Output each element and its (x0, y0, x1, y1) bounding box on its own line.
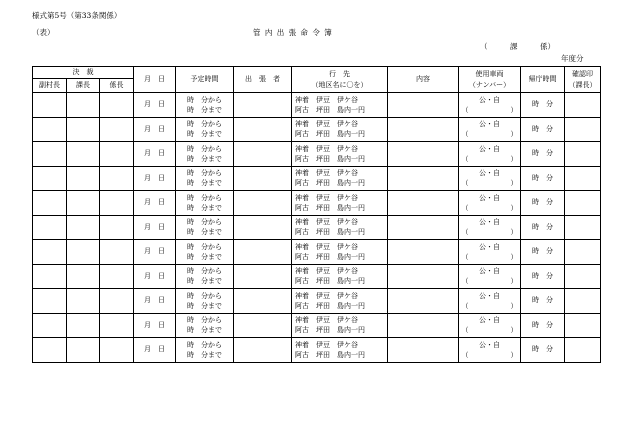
subsection-chief-seal-cell[interactable] (100, 215, 134, 240)
section-chief-seal-cell[interactable] (67, 166, 100, 191)
seal-header-line2: （課長） (568, 80, 597, 89)
table-row (33, 117, 601, 142)
traveler-cell[interactable] (234, 338, 292, 363)
time-from: 時 分から (187, 267, 223, 276)
vehicle-type: 公・自 (479, 95, 501, 104)
destination-line2: 阿古 坪田 島内一円 (295, 228, 366, 237)
date-cell[interactable]: 月 日 (134, 338, 176, 363)
deputy-mayor-seal-cell[interactable] (33, 117, 67, 142)
section-chief-seal-cell[interactable] (67, 117, 100, 142)
confirmation-seal-header (565, 67, 601, 93)
traveler-cell[interactable] (234, 117, 292, 142)
subsection-chief-seal-cell[interactable] (100, 117, 134, 142)
date-cell[interactable]: 月 日 (134, 215, 176, 240)
subsection-chief-seal-cell[interactable] (100, 289, 134, 314)
time-to: 時 分まで (187, 203, 223, 212)
section-chief-seal-cell[interactable] (67, 313, 100, 338)
vehicle-cell[interactable] (459, 117, 521, 142)
side-label: （表） (32, 28, 55, 37)
destination-line1: 神着 伊豆 伊ケ谷 (295, 144, 359, 153)
vehicle-cell[interactable] (459, 215, 521, 240)
destination-cell[interactable] (292, 142, 388, 167)
content-cell[interactable] (388, 240, 459, 265)
destination-line1: 神着 伊豆 伊ケ谷 (295, 340, 359, 349)
confirmation-seal-cell[interactable] (565, 117, 601, 142)
traveler-cell[interactable] (234, 313, 292, 338)
destination-line2: 阿古 坪田 島内一円 (295, 326, 366, 335)
return-time-cell[interactable]: 時 分 (521, 191, 565, 216)
date-cell[interactable]: 月 日 (134, 313, 176, 338)
vehicle-cell[interactable] (459, 191, 521, 216)
date-cell[interactable]: 月 日 (134, 264, 176, 289)
time-to: 時 分まで (187, 228, 223, 237)
page-title: 管 内 出 張 命 令 簿 (253, 28, 333, 37)
content-cell[interactable] (388, 338, 459, 363)
subsection-chief-seal-cell[interactable] (100, 191, 134, 216)
confirmation-seal-cell[interactable] (565, 215, 601, 240)
time-from: 時 分から (187, 120, 223, 129)
vehicle-header-line2: （ナンバー） (468, 80, 511, 89)
table-row (33, 215, 601, 240)
content-cell[interactable] (388, 166, 459, 191)
vehicle-number: （ ） (461, 350, 518, 359)
section-chief-seal-cell[interactable] (67, 142, 100, 167)
section-chief-seal-cell[interactable] (67, 338, 100, 363)
confirmation-seal-cell[interactable] (565, 93, 601, 118)
content-cell[interactable] (388, 191, 459, 216)
destination-cell[interactable] (292, 240, 388, 265)
time-to: 時 分まで (187, 252, 223, 261)
content-cell[interactable] (388, 289, 459, 314)
deputy-mayor-seal-cell[interactable] (33, 313, 67, 338)
return-time-cell[interactable]: 時 分 (521, 142, 565, 167)
time-from: 時 分から (187, 193, 223, 202)
deputy-mayor-seal-cell[interactable] (33, 338, 67, 363)
return-time-cell[interactable]: 時 分 (521, 338, 565, 363)
time-to: 時 分まで (187, 277, 223, 286)
deputy-mayor-seal-cell[interactable] (33, 289, 67, 314)
subsection-chief-seal-cell[interactable] (100, 313, 134, 338)
time-from: 時 分から (187, 316, 223, 325)
vehicle-cell[interactable] (459, 142, 521, 167)
vehicle-type: 公・自 (479, 169, 501, 178)
traveler-cell[interactable] (234, 289, 292, 314)
subsection-chief-seal-cell[interactable] (100, 264, 134, 289)
approval-header: 決 裁 (33, 67, 134, 79)
confirmation-seal-cell[interactable] (565, 313, 601, 338)
vehicle-cell[interactable] (459, 93, 521, 118)
section-chief-header: 課長 (67, 79, 100, 93)
section-chief-seal-cell[interactable] (67, 264, 100, 289)
destination-header-line1: 行 先 (329, 69, 351, 78)
content-cell[interactable] (388, 117, 459, 142)
vehicle-type: 公・自 (479, 242, 501, 251)
time-from: 時 分から (187, 340, 223, 349)
subsection-chief-seal-cell[interactable] (100, 166, 134, 191)
vehicle-number: （ ） (461, 252, 518, 261)
content-cell[interactable] (388, 264, 459, 289)
return-time-cell[interactable]: 時 分 (521, 166, 565, 191)
traveler-cell[interactable] (234, 240, 292, 265)
table-row (33, 142, 601, 167)
deputy-mayor-header: 副村長 (33, 79, 67, 93)
date-header: 月 日 (134, 67, 176, 93)
return-time-cell[interactable]: 時 分 (521, 264, 565, 289)
content-header: 内容 (388, 67, 459, 93)
time-to: 時 分まで (187, 326, 223, 335)
confirmation-seal-cell[interactable] (565, 166, 601, 191)
destination-line1: 神着 伊豆 伊ケ谷 (295, 193, 359, 202)
return-time-cell[interactable]: 時 分 (521, 240, 565, 265)
destination-cell[interactable] (292, 191, 388, 216)
vehicle-number: （ ） (461, 105, 518, 114)
table-row (33, 289, 601, 314)
time-from: 時 分から (187, 291, 223, 300)
destination-line2: 阿古 坪田 島内一円 (295, 179, 366, 188)
table-row (33, 93, 601, 118)
content-cell[interactable] (388, 93, 459, 118)
confirmation-seal-cell[interactable] (565, 191, 601, 216)
date-cell[interactable]: 月 日 (134, 289, 176, 314)
confirmation-seal-cell[interactable] (565, 142, 601, 167)
subsection-chief-seal-cell[interactable] (100, 240, 134, 265)
content-cell[interactable] (388, 313, 459, 338)
vehicle-number: （ ） (461, 301, 518, 310)
table-row (33, 191, 601, 216)
destination-cell[interactable] (292, 117, 388, 142)
destination-header (292, 67, 388, 93)
time-to: 時 分まで (187, 301, 223, 310)
return-time-cell[interactable]: 時 分 (521, 93, 565, 118)
destination-line1: 神着 伊豆 伊ケ谷 (295, 169, 359, 178)
section-chief-seal-cell[interactable] (67, 240, 100, 265)
travel-order-register (32, 66, 601, 363)
vehicle-type: 公・自 (479, 193, 501, 202)
destination-cell[interactable] (292, 313, 388, 338)
table-row (33, 338, 601, 363)
vehicle-type: 公・自 (479, 218, 501, 227)
destination-cell[interactable] (292, 166, 388, 191)
time-to: 時 分まで (187, 105, 223, 114)
traveler-cell[interactable] (234, 215, 292, 240)
vehicle-cell[interactable] (459, 338, 521, 363)
scheduled-time-cell[interactable] (176, 338, 234, 363)
scheduled-time-cell[interactable] (176, 166, 234, 191)
destination-line1: 神着 伊豆 伊ケ谷 (295, 291, 359, 300)
scheduled-time-cell[interactable] (176, 93, 234, 118)
traveler-cell[interactable] (234, 166, 292, 191)
date-cell[interactable]: 月 日 (134, 166, 176, 191)
deputy-mayor-seal-cell[interactable] (33, 240, 67, 265)
deputy-mayor-seal-cell[interactable] (33, 264, 67, 289)
destination-cell[interactable] (292, 264, 388, 289)
time-to: 時 分まで (187, 350, 223, 359)
scheduled-time-cell[interactable] (176, 142, 234, 167)
destination-line2: 阿古 坪田 島内一円 (295, 252, 366, 261)
time-from: 時 分から (187, 218, 223, 227)
destination-cell[interactable] (292, 215, 388, 240)
table-row (33, 264, 601, 289)
vehicle-header (459, 67, 521, 93)
time-from: 時 分から (187, 169, 223, 178)
return-time-cell[interactable]: 時 分 (521, 117, 565, 142)
destination-line1: 神着 伊豆 伊ケ谷 (295, 267, 359, 276)
destination-header-line2: （地区名に〇を） (311, 80, 368, 89)
content-cell[interactable] (388, 142, 459, 167)
vehicle-header-line1: 使用車両 (475, 69, 504, 78)
destination-line1: 神着 伊豆 伊ケ谷 (295, 95, 359, 104)
scheduled-time-cell[interactable] (176, 215, 234, 240)
deputy-mayor-seal-cell[interactable] (33, 93, 67, 118)
traveler-cell[interactable] (234, 93, 292, 118)
return-time-header: 帰庁時間 (521, 67, 565, 93)
table-row (33, 240, 601, 265)
return-time-cell[interactable]: 時 分 (521, 215, 565, 240)
time-from: 時 分から (187, 144, 223, 153)
section-chief-seal-cell[interactable] (67, 93, 100, 118)
vehicle-type: 公・自 (479, 120, 501, 129)
vehicle-type: 公・自 (479, 316, 501, 325)
subsection-chief-header: 係長 (100, 79, 134, 93)
confirmation-seal-cell[interactable] (565, 264, 601, 289)
confirmation-seal-cell[interactable] (565, 338, 601, 363)
scheduled-time-cell[interactable] (176, 289, 234, 314)
traveler-cell[interactable] (234, 142, 292, 167)
date-cell[interactable]: 月 日 (134, 191, 176, 216)
subsection-chief-seal-cell[interactable] (100, 93, 134, 118)
destination-line2: 阿古 坪田 島内一円 (295, 301, 366, 310)
destination-cell[interactable] (292, 338, 388, 363)
vehicle-number: （ ） (461, 228, 518, 237)
date-cell[interactable]: 月 日 (134, 142, 176, 167)
destination-line1: 神着 伊豆 伊ケ谷 (295, 242, 359, 251)
time-from: 時 分から (187, 242, 223, 251)
vehicle-number: （ ） (461, 130, 518, 139)
destination-line1: 神着 伊豆 伊ケ谷 (295, 120, 359, 129)
scheduled-time-header: 予定時間 (176, 67, 234, 93)
scheduled-time-cell[interactable] (176, 117, 234, 142)
destination-line1: 神着 伊豆 伊ケ谷 (295, 316, 359, 325)
traveler-cell[interactable] (234, 264, 292, 289)
destination-line2: 阿古 坪田 島内一円 (295, 277, 366, 286)
vehicle-type: 公・自 (479, 267, 501, 276)
time-from: 時 分から (187, 95, 223, 104)
destination-cell[interactable] (292, 93, 388, 118)
traveler-header: 出 張 者 (234, 67, 292, 93)
subsection-chief-seal-cell[interactable] (100, 338, 134, 363)
vehicle-number: （ ） (461, 179, 518, 188)
vehicle-cell[interactable] (459, 166, 521, 191)
scheduled-time-cell[interactable] (176, 191, 234, 216)
vehicle-type: 公・自 (479, 340, 501, 349)
date-cell[interactable]: 月 日 (134, 93, 176, 118)
date-cell[interactable]: 月 日 (134, 117, 176, 142)
scheduled-time-cell[interactable] (176, 264, 234, 289)
content-cell[interactable] (388, 215, 459, 240)
deputy-mayor-seal-cell[interactable] (33, 191, 67, 216)
time-to: 時 分まで (187, 130, 223, 139)
destination-line2: 阿古 坪田 島内一円 (295, 350, 366, 359)
date-cell[interactable]: 月 日 (134, 240, 176, 265)
table-row (33, 166, 601, 191)
return-time-cell[interactable]: 時 分 (521, 313, 565, 338)
vehicle-type: 公・自 (479, 291, 501, 300)
destination-line1: 神着 伊豆 伊ケ谷 (295, 218, 359, 227)
scheduled-time-cell[interactable] (176, 240, 234, 265)
vehicle-number: （ ） (461, 277, 518, 286)
destination-cell[interactable] (292, 289, 388, 314)
time-to: 時 分まで (187, 154, 223, 163)
vehicle-cell[interactable] (459, 313, 521, 338)
deputy-mayor-seal-cell[interactable] (33, 142, 67, 167)
return-time-cell[interactable]: 時 分 (521, 289, 565, 314)
scheduled-time-cell[interactable] (176, 313, 234, 338)
fiscal-year-label: 年度分 (561, 54, 584, 63)
section-chief-seal-cell[interactable] (67, 191, 100, 216)
confirmation-seal-cell[interactable] (565, 289, 601, 314)
traveler-cell[interactable] (234, 191, 292, 216)
form-number: 様式第5号（第33条関係） (32, 11, 122, 20)
vehicle-number: （ ） (461, 203, 518, 212)
section-chief-seal-cell[interactable] (67, 215, 100, 240)
destination-line2: 阿古 坪田 島内一円 (295, 105, 366, 114)
section-chief-seal-cell[interactable] (67, 289, 100, 314)
table-row (33, 313, 601, 338)
department-field[interactable]: （ 課 係） (480, 42, 555, 51)
subsection-chief-seal-cell[interactable] (100, 142, 134, 167)
vehicle-cell[interactable] (459, 289, 521, 314)
vehicle-cell[interactable] (459, 240, 521, 265)
deputy-mayor-seal-cell[interactable] (33, 166, 67, 191)
confirmation-seal-cell[interactable] (565, 240, 601, 265)
vehicle-type: 公・自 (479, 144, 501, 153)
destination-line2: 阿古 坪田 島内一円 (295, 154, 366, 163)
deputy-mayor-seal-cell[interactable] (33, 215, 67, 240)
vehicle-number: （ ） (461, 326, 518, 335)
vehicle-number: （ ） (461, 154, 518, 163)
time-to: 時 分まで (187, 179, 223, 188)
destination-line2: 阿古 坪田 島内一円 (295, 130, 366, 139)
destination-line2: 阿古 坪田 島内一円 (295, 203, 366, 212)
seal-header-line1: 確認印 (572, 69, 594, 78)
vehicle-cell[interactable] (459, 264, 521, 289)
